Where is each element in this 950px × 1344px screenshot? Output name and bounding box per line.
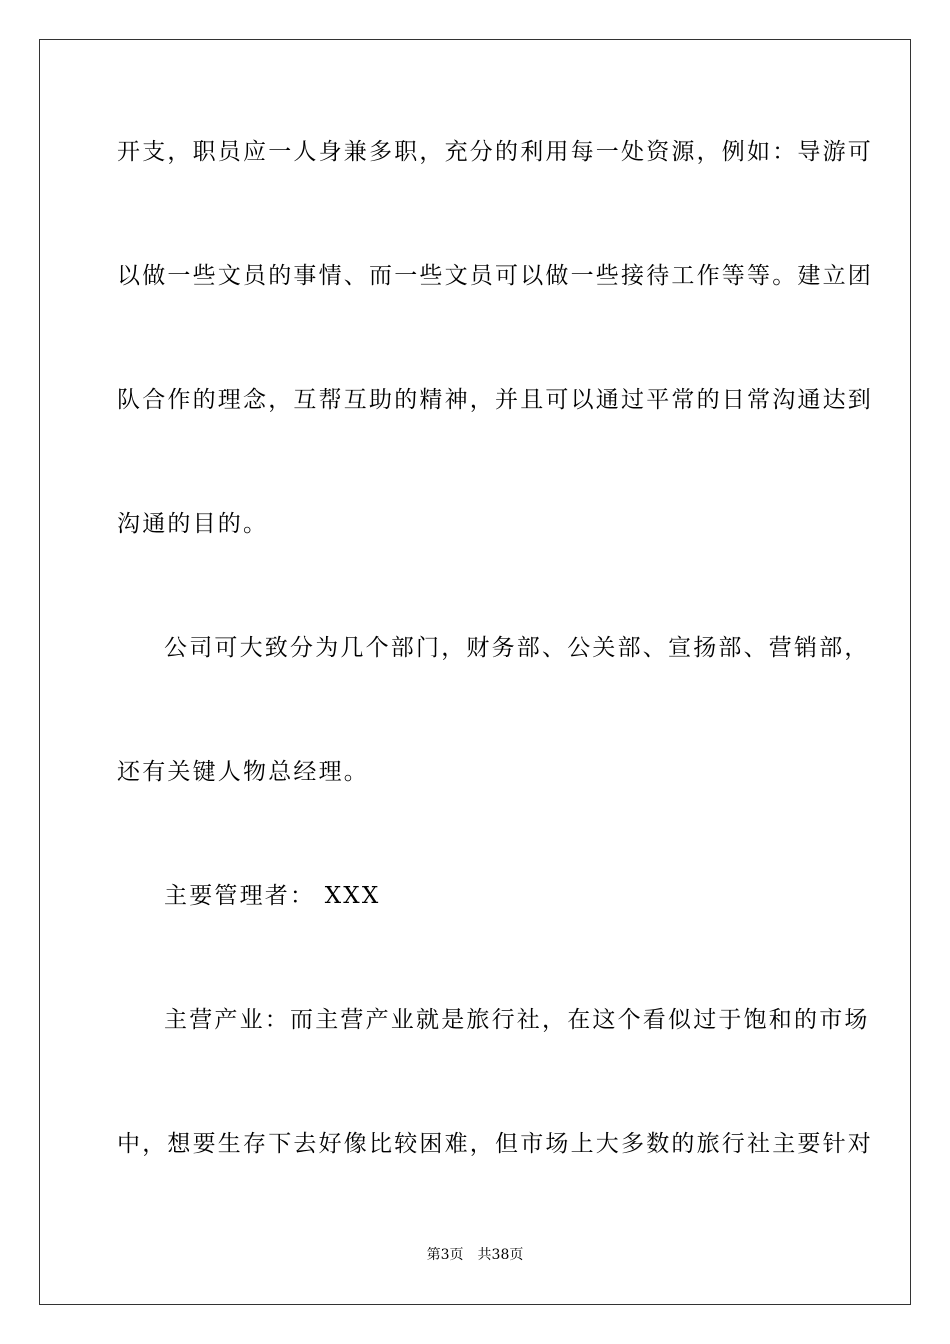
paragraph-line: 还有关键人物总经理。 (117, 759, 369, 785)
paragraph-line: 主营产业：而主营产业就是旅行社，在这个看似过于饱和的市场 (164, 1007, 870, 1033)
paragraph-line: 队合作的理念，互帮互助的精神，并且可以通过平常的日常沟通达到 (117, 387, 873, 413)
paragraph-line: 中，想要生存下去好像比较困难，但市场上大多数的旅行社主要针对 (117, 1131, 873, 1157)
page-number: 第3页 (426, 1247, 464, 1263)
page-frame (39, 39, 911, 1305)
page-total: 共38页 (477, 1247, 524, 1263)
paragraph-line: 公司可大致分为几个部门，财务部、公关部、宣扬部、营销部， (164, 635, 870, 661)
page-footer (0, 1246, 950, 1264)
paragraph-line: 以做一些文员的事情、而一些文员可以做一些接待工作等等。建立团 (117, 263, 873, 289)
paragraph-line: 沟通的目的。 (117, 511, 269, 537)
paragraph-line: 主要管理者： XXX (164, 883, 381, 909)
paragraph-line: 开支，职员应一人身兼多职，充分的利用每一处资源，例如：导游可 (117, 139, 873, 165)
